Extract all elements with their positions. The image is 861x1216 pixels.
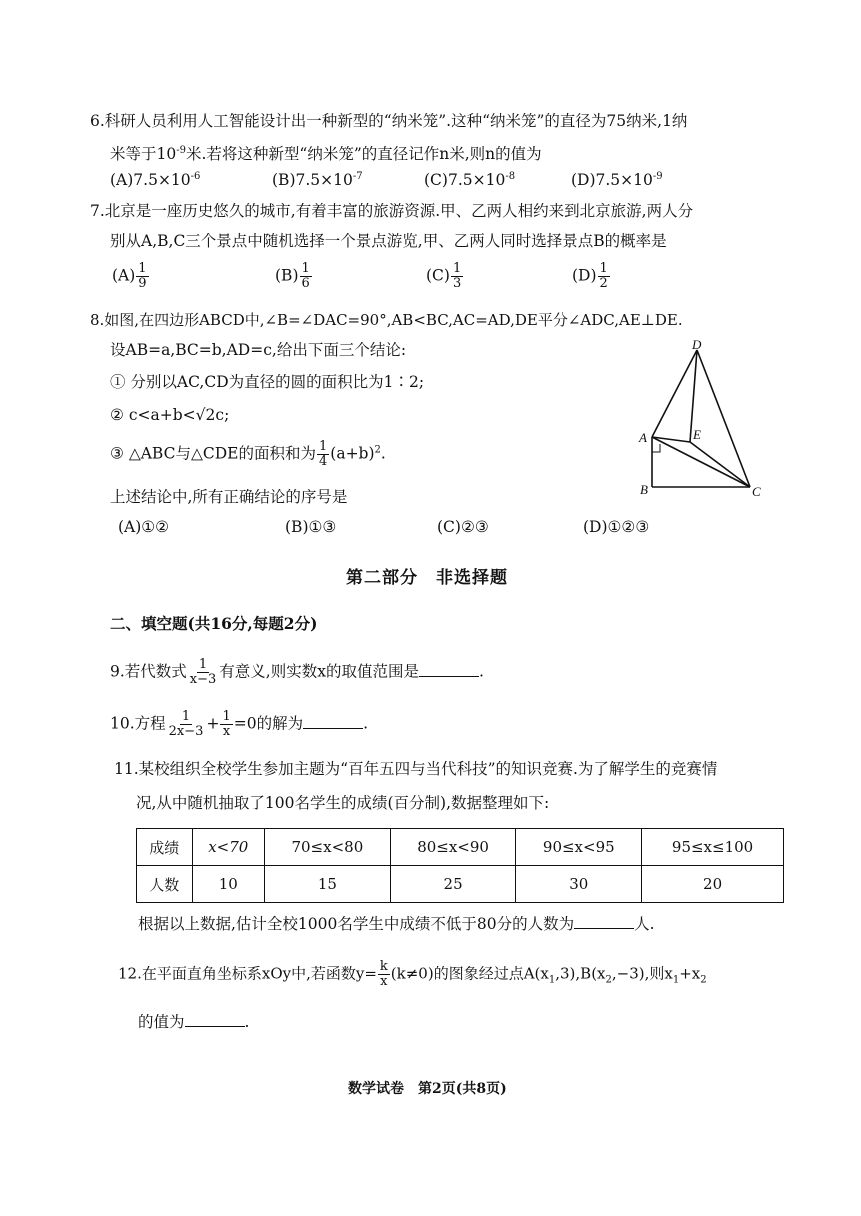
q7-option-b: (B) $\frac{1}{6}$ xyxy=(275,261,310,291)
edge-ac xyxy=(652,437,750,487)
table-header: 80≤x<90 xyxy=(390,829,516,866)
q7-line1: 7.北京是一座历史悠久的城市,有着丰富的旅游资源.甲、乙两人相约来到北京旅游,两人分 xyxy=(90,202,694,220)
q8-line1: 8.如图,在四边形ABCD中,∠B=∠DAC=90°,AB<BC,AC=AD,DE平分∠ADC,AE⊥DE. xyxy=(90,311,683,329)
q11-line2: 况,从中随机抽取了100名学生的成绩(百分制),数据整理如下: xyxy=(136,794,550,812)
q6-option-a: $(A)7.5\times 10^{-6}$ xyxy=(110,171,201,190)
label-e: E xyxy=(693,427,701,442)
q11-answer-blank xyxy=(574,914,634,929)
q8-option-d: (D)①②③ xyxy=(583,518,650,536)
table-cell: 人数 xyxy=(137,866,193,903)
right-angle-a xyxy=(652,444,660,452)
q9: 9.若代数式 $\frac{1}{x-3}$ 有意义,则实数x的取值范围是 . xyxy=(110,657,484,687)
label-b: B xyxy=(640,482,648,497)
table-header: 70≤x<80 xyxy=(265,829,391,866)
q12-line1: 12.在平面直角坐标系xOy中,若函数y= $\frac{k}{x}$ (k≠0)的图象经过点$A(x_1,3),B(x_2,-3)$,则$x_1+x_2$ xyxy=(118,959,707,989)
label-d: D xyxy=(692,340,702,352)
q8-ask: 上述结论中,所有正确结论的序号是 xyxy=(110,488,348,506)
part-title: 第二部分 非选择题 xyxy=(346,568,508,588)
label-c: C xyxy=(752,484,761,499)
table-cell: 10 xyxy=(192,866,265,903)
table-row xyxy=(137,829,784,866)
q7-line2: 别从A,B,C三个景点中随机选择一个景点游览,甲、乙两人同时选择景点B的概率是 xyxy=(110,232,667,250)
q7-option-d: (D) $\frac{1}{2}$ xyxy=(572,261,608,291)
table-row xyxy=(137,866,784,903)
page-footer: 数学试卷 第2页(共8页) xyxy=(348,1081,507,1097)
table-header: x<70 xyxy=(192,829,265,866)
q6-option-b: $(B)7.5\times 10^{-7}$ xyxy=(272,171,363,190)
q7-option-a: (A) $\frac{1}{9}$ xyxy=(112,261,147,291)
q10: 10.方程 $\frac{1}{2x-3}$ + $\frac{1}{x}$ =0的解为 . xyxy=(110,709,369,739)
table-cell: 15 xyxy=(265,866,391,903)
table-header: 成绩 xyxy=(137,829,193,866)
label-a: A xyxy=(639,430,647,445)
score-table xyxy=(136,828,784,903)
q6-option-d: $(D)7.5\times 10^{-9}$ xyxy=(571,171,663,190)
q6-option-c: $(C)7.5\times 10^{-8}$ xyxy=(424,171,516,190)
q8-line2: 设AB=a,BC=b,AD=c,给出下面三个结论: xyxy=(110,341,407,359)
q8-option-a: (A)①② xyxy=(118,518,170,536)
q6-line1: 6.科研人员利用人工智能设计出一种新型的“纳米笼”.这种“纳米笼”的直径为75纳米,1纳 xyxy=(90,112,688,130)
q8-option-c: (C)②③ xyxy=(437,518,489,536)
q7-option-c: (C) $\frac{1}{3}$ xyxy=(426,261,462,291)
q8-option-b: (B)①③ xyxy=(285,518,337,536)
quadrilateral-diagram xyxy=(630,340,770,500)
q10-answer-blank xyxy=(303,714,363,729)
q8-conclusion-1: ① 分别以AC,CD为直径的圆的面积比为1∶2; xyxy=(110,373,425,391)
table-cell: 20 xyxy=(642,866,784,903)
q12-line2: 的值为 . xyxy=(138,1013,250,1031)
q12-answer-blank xyxy=(185,1012,245,1027)
table-cell: 30 xyxy=(516,866,642,903)
q9-answer-blank xyxy=(419,662,479,677)
section-heading: 二、填空题(共16分,每题2分) xyxy=(110,614,318,633)
table-header: 95≤x≤100 xyxy=(642,829,784,866)
q6-line2: 米等于$10^{-9}$米.若将这种新型“纳米笼”的直径记作n米,则n的值为 xyxy=(110,145,542,164)
q8-conclusion-2: ② c<a+b<√2c; xyxy=(110,406,230,424)
q11-line1: 11.某校组织全校学生参加主题为“百年五四与当代科技”的知识竞赛.为了解学生的竞赛情 xyxy=(114,760,718,778)
q8-conclusion-3: ③ △ABC与△CDE的面积和为 $\frac{1}{4}$ $(a+b)^2$. xyxy=(110,439,386,469)
table-header: 90≤x<95 xyxy=(516,829,642,866)
edge-da xyxy=(652,350,697,437)
q11-question: 根据以上数据,估计全校1000名学生中成绩不低于80分的人数为 人. xyxy=(138,915,655,933)
table-cell: 25 xyxy=(390,866,516,903)
